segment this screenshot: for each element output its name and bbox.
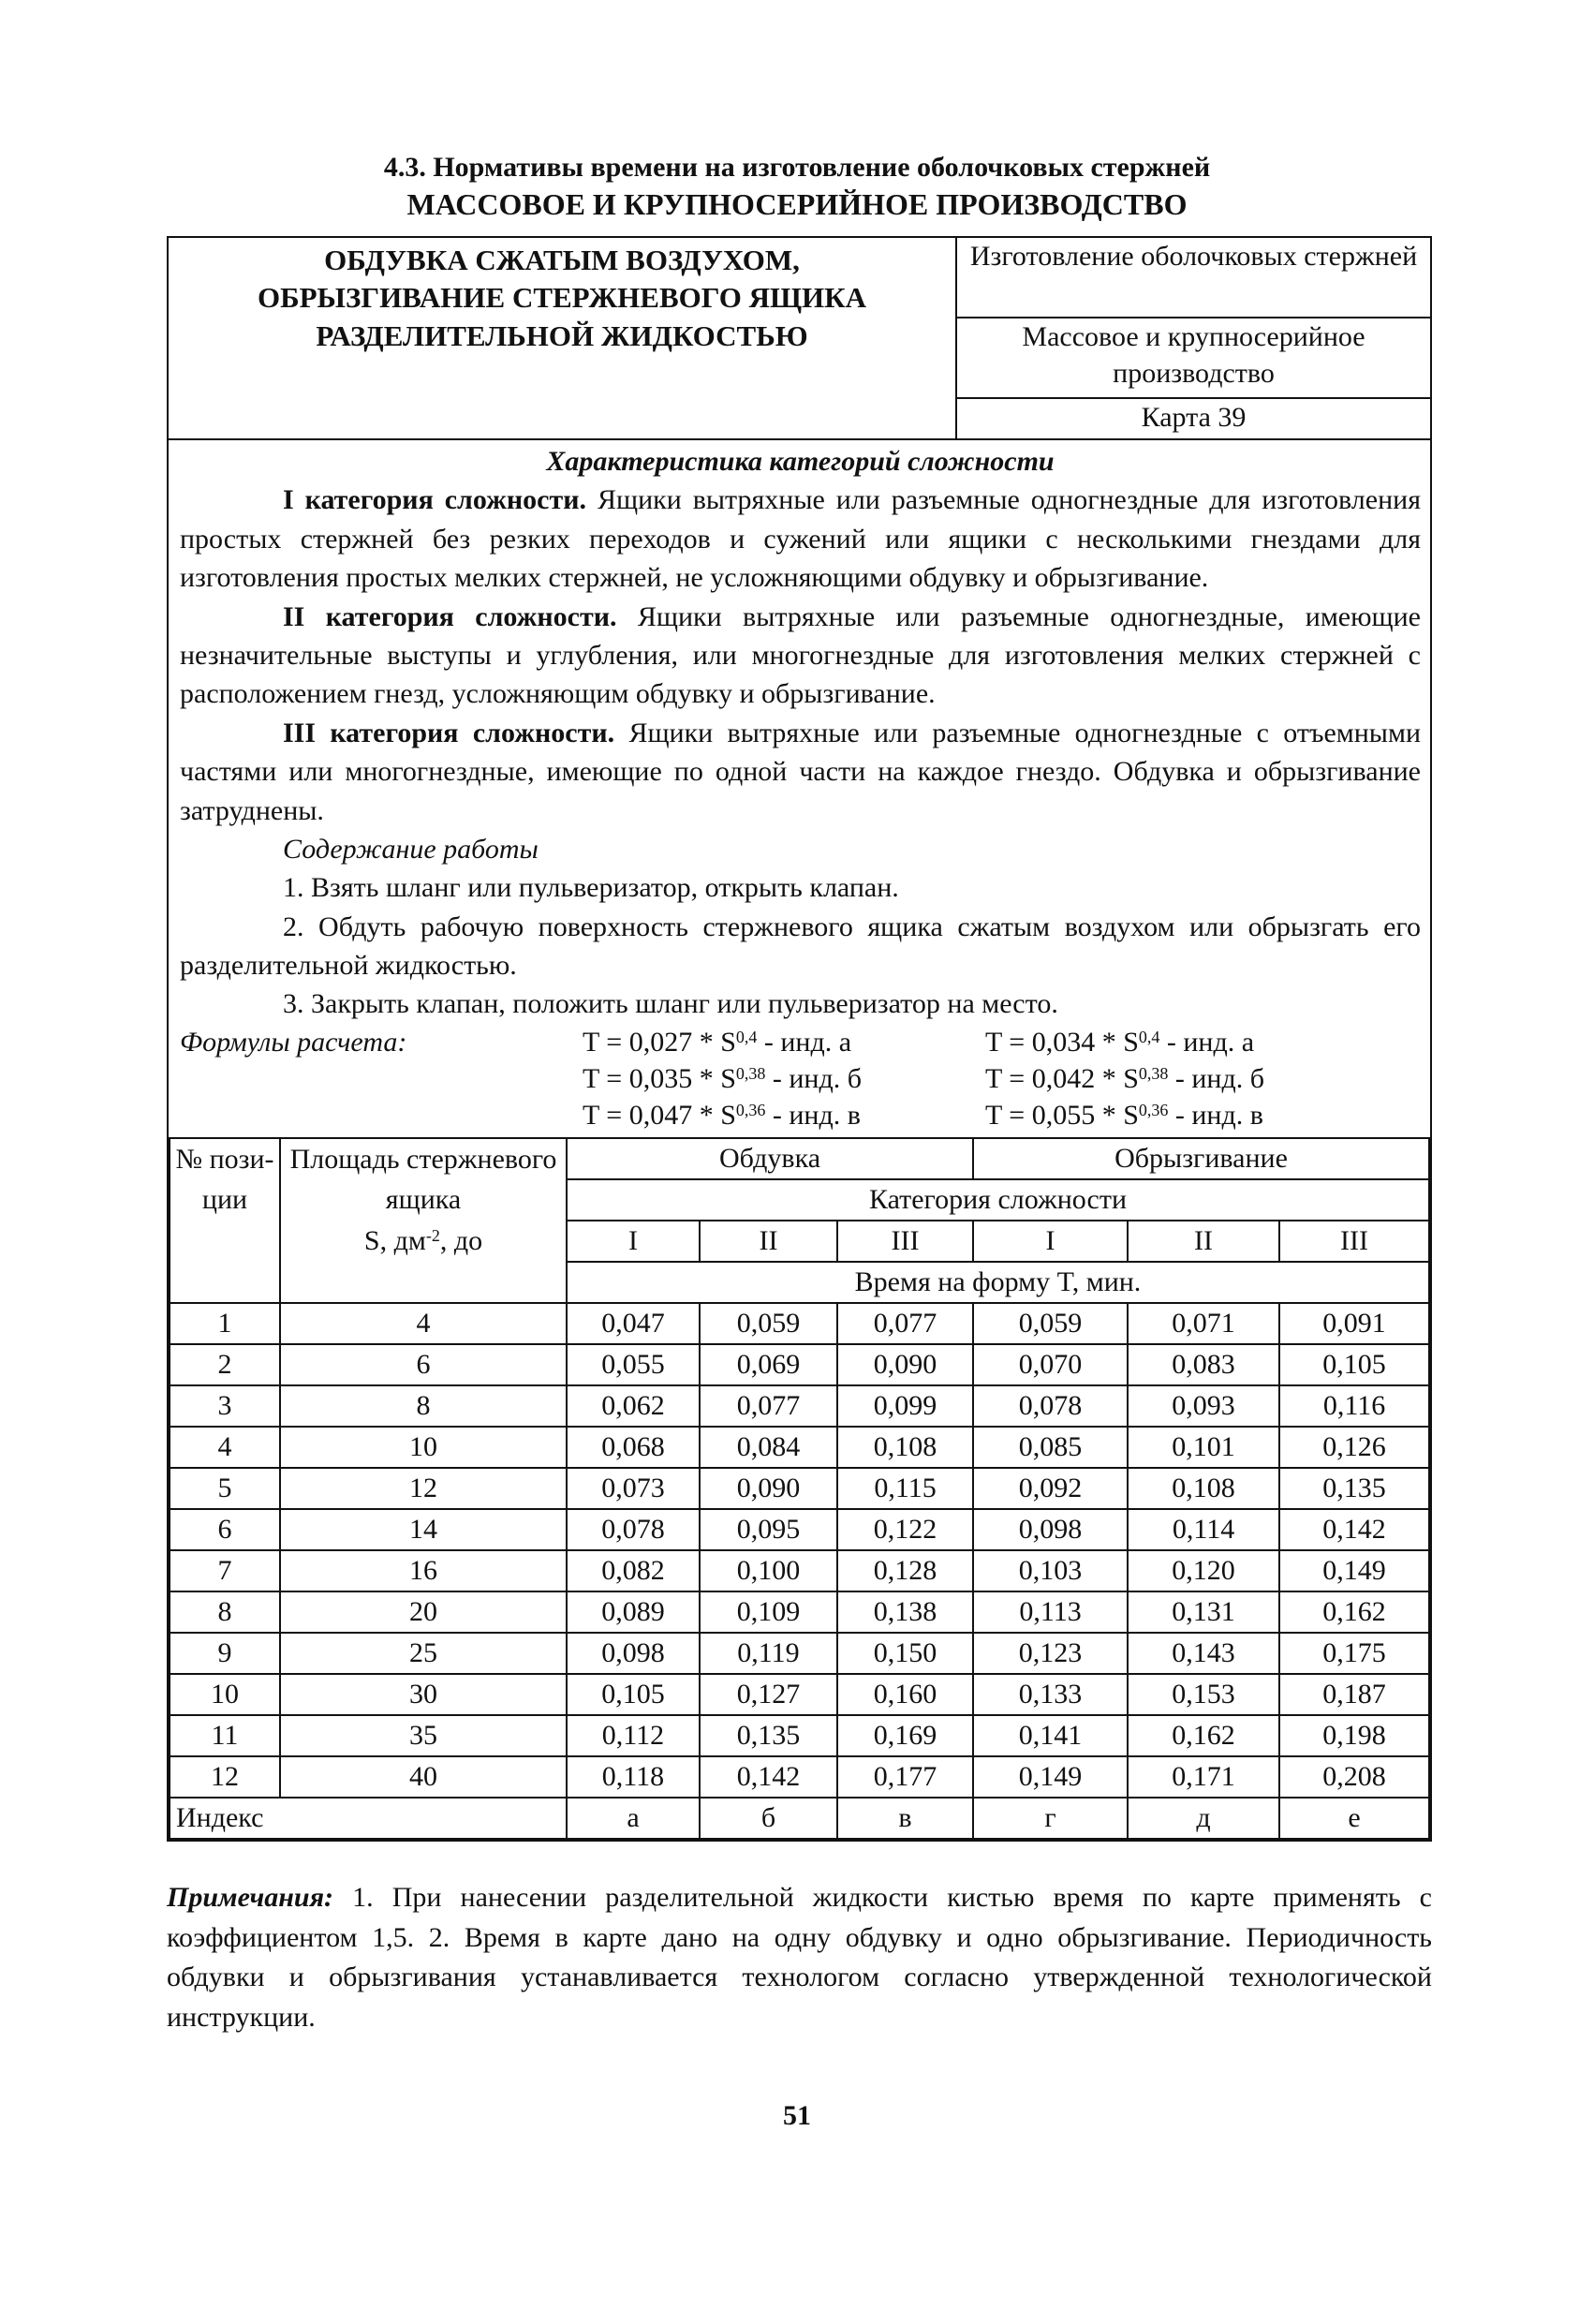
table-row — [170, 1715, 1429, 1756]
area-cell: 12 — [280, 1468, 567, 1509]
table-row — [170, 1674, 1429, 1715]
table-row — [170, 1468, 1429, 1509]
notes-text: 1. При нанесении разделительной жидкости кистью время по карте применять с коэффициентом 1,5. 2. Время в карте дано на одну обдувку и одно обрызгивание. Периодичность обдувки и обрызгивания устанавливается технологом согласно утвержденной технологической инструкции. — [167, 1882, 1432, 2033]
time-cell: 0,120 — [1128, 1550, 1279, 1591]
category-col-header: III — [1279, 1221, 1429, 1262]
time-cell: 0,208 — [1279, 1756, 1429, 1798]
index-cell: б — [700, 1798, 837, 1839]
time-cell: 0,198 — [1279, 1715, 1429, 1756]
category-label: I категория сложности. — [283, 484, 587, 516]
card-header — [169, 238, 1430, 440]
time-cell: 0,160 — [837, 1674, 973, 1715]
formulas-label: Формулы расчета: — [180, 1026, 407, 1058]
norm-card — [167, 236, 1432, 1842]
formula-blow: T = 0,035 * S$^{0,38}$ - инд. б — [583, 1062, 863, 1094]
time-norms-table — [169, 1137, 1430, 1840]
time-cell: 0,142 — [1279, 1509, 1429, 1550]
time-cell: 0,108 — [837, 1427, 973, 1468]
category-text: Ящики вытряхные или разъемные одногнездные с отъемными частями или многогнездные, имеющие по одной части на каждое гнездо. Обдувка и обрызгивание затруднены. — [180, 717, 1422, 826]
time-cell: 0,077 — [837, 1303, 973, 1344]
position-cell: 12 — [170, 1756, 280, 1798]
time-cell: 0,128 — [837, 1550, 973, 1591]
index-label: Индекс — [170, 1798, 567, 1839]
position-cell: 11 — [170, 1715, 280, 1756]
col-area-header: Площадь стержневого ящика S, $дм^{-2}$, до — [280, 1138, 567, 1303]
index-cell: г — [973, 1798, 1128, 1839]
time-cell: 0,083 — [1128, 1344, 1279, 1385]
card-number: Карта 39 — [1141, 402, 1247, 433]
index-cell: д — [1128, 1798, 1279, 1839]
time-cell: 0,084 — [700, 1427, 837, 1468]
time-cell: 0,093 — [1128, 1385, 1279, 1427]
area-cell: 16 — [280, 1550, 567, 1591]
time-cell: 0,143 — [1128, 1633, 1279, 1674]
time-cell: 0,078 — [973, 1385, 1128, 1427]
work-step: 2. Обдуть рабочую поверхность стержневого ящика сжатым воздухом или обрызгать его разделительной жидкостью. — [180, 910, 1421, 982]
category-text: Ящики вытряхные или разъемные одногнездные для изготовления простых стержней без резких переходов и сужений или ящики с несколькими гнездами для изготовления простых мелких стержней, не усложняющими обдувку и обрызгивание. — [180, 484, 1421, 594]
time-cell: 0,098 — [973, 1509, 1128, 1550]
time-cell: 0,090 — [700, 1468, 837, 1509]
time-cell: 0,090 — [837, 1344, 973, 1385]
category-col-header: I — [567, 1221, 700, 1262]
col-position-header: № пози- ции — [170, 1138, 280, 1303]
time-cell: 0,098 — [567, 1633, 700, 1674]
formula-blow: T = 0,027 * S$^{0,4}$ - инд. а — [583, 1026, 852, 1058]
position-cell: 1 — [170, 1303, 280, 1344]
notes-label: Примечания: — [167, 1882, 334, 1913]
category-2 — [180, 598, 1421, 714]
time-cell: 0,071 — [1128, 1303, 1279, 1344]
position-cell: 4 — [170, 1427, 280, 1468]
work-step: 3. Закрыть клапан, положить шланг или пульверизатор на место. — [283, 988, 1058, 1020]
card-text — [169, 440, 1430, 1137]
time-cell: 0,059 — [700, 1303, 837, 1344]
time-cell: 0,059 — [973, 1303, 1128, 1344]
notes — [167, 1878, 1432, 2037]
time-cell: 0,138 — [837, 1591, 973, 1633]
table-row — [170, 1509, 1429, 1550]
table-row — [170, 1756, 1429, 1798]
time-cell: 0,089 — [567, 1591, 700, 1633]
time-cell: 0,113 — [973, 1591, 1128, 1633]
position-cell: 6 — [170, 1509, 280, 1550]
category-label: III категория сложности. — [283, 717, 615, 748]
time-cell: 0,135 — [700, 1715, 837, 1756]
time-cell: 0,142 — [700, 1756, 837, 1798]
position-cell: 2 — [170, 1344, 280, 1385]
area-cell: 14 — [280, 1509, 567, 1550]
time-cell: 0,187 — [1279, 1674, 1429, 1715]
area-cell: 6 — [280, 1344, 567, 1385]
category-label: II категория сложности. — [283, 600, 617, 632]
time-cell: 0,100 — [700, 1550, 837, 1591]
time-cell: 0,115 — [837, 1468, 973, 1509]
characteristics-title: Характеристика категорий сложности — [546, 446, 1055, 477]
area-cell: 8 — [280, 1385, 567, 1427]
time-cell: 0,133 — [973, 1674, 1128, 1715]
time-cell: 0,085 — [973, 1427, 1128, 1468]
area-cell: 25 — [280, 1633, 567, 1674]
time-cell: 0,099 — [837, 1385, 973, 1427]
category-col-header: II — [700, 1221, 837, 1262]
position-cell: 7 — [170, 1550, 280, 1591]
time-cell: 0,055 — [567, 1344, 700, 1385]
time-cell: 0,123 — [973, 1633, 1128, 1674]
work-step: 1. Взять шланг или пульверизатор, открыть клапан. — [283, 872, 899, 904]
time-cell: 0,112 — [567, 1715, 700, 1756]
production-type: Массовое и крупносерийное производство — [957, 318, 1430, 399]
position-cell: 9 — [170, 1633, 280, 1674]
index-cell: е — [1279, 1798, 1429, 1839]
time-cell: 0,127 — [700, 1674, 837, 1715]
table-row — [170, 1550, 1429, 1591]
card-title — [169, 238, 957, 438]
category-text: Ящики вытряхные или разъемные одногнездные, имеющие незначительные выступы и углубления, или многогнездные для изготовления мелких стержней с расположением гнезд, усложняющим обдувку и обрызгивание. — [180, 600, 1421, 710]
position-cell: 10 — [170, 1674, 280, 1715]
time-cell: 0,122 — [837, 1509, 973, 1550]
time-cell: 0,062 — [567, 1385, 700, 1427]
position-cell: 5 — [170, 1468, 280, 1509]
time-cell: 0,171 — [1128, 1756, 1279, 1798]
table-row — [170, 1427, 1429, 1468]
time-cell: 0,131 — [1128, 1591, 1279, 1633]
time-cell: 0,091 — [1279, 1303, 1429, 1344]
formula-spray: T = 0,042 * S$^{0,38}$ - инд. б — [985, 1062, 1265, 1094]
table-row — [170, 1633, 1429, 1674]
area-cell: 40 — [280, 1756, 567, 1798]
time-header: Время на форму T, мин. — [567, 1262, 1429, 1303]
area-cell: 10 — [280, 1427, 567, 1468]
time-cell: 0,141 — [973, 1715, 1128, 1756]
blow-header: Обдувка — [567, 1138, 973, 1179]
time-cell: 0,177 — [837, 1756, 973, 1798]
category-1 — [180, 481, 1421, 597]
time-cell: 0,105 — [1279, 1344, 1429, 1385]
category-header: Категория сложности — [567, 1179, 1429, 1221]
time-cell: 0,082 — [567, 1550, 700, 1591]
time-cell: 0,103 — [973, 1550, 1128, 1591]
time-cell: 0,101 — [1128, 1427, 1279, 1468]
time-cell: 0,116 — [1279, 1385, 1429, 1427]
category-col-header: III — [837, 1221, 973, 1262]
time-cell: 0,073 — [567, 1468, 700, 1509]
formula-spray: T = 0,034 * S$^{0,4}$ - инд. а — [985, 1026, 1255, 1058]
area-cell: 35 — [280, 1715, 567, 1756]
area-cell: 20 — [280, 1591, 567, 1633]
table-row — [170, 1591, 1429, 1633]
category-3 — [180, 714, 1421, 830]
spray-header: Обрызгивание — [973, 1138, 1429, 1179]
time-cell: 0,153 — [1128, 1674, 1279, 1715]
formula-blow: T = 0,047 * S$^{0,36}$ - инд. в — [583, 1099, 861, 1131]
time-cell: 0,068 — [567, 1427, 700, 1468]
table-row — [170, 1344, 1429, 1385]
time-cell: 0,095 — [700, 1509, 837, 1550]
time-cell: 0,070 — [973, 1344, 1128, 1385]
index-row — [170, 1798, 1429, 1839]
production-heading: МАССОВОЕ И КРУПНОСЕРИЙНОЕ ПРОИЗВОДСТВО — [406, 187, 1188, 221]
time-cell: 0,109 — [700, 1591, 837, 1633]
section-heading: 4.3. Нормативы времени на изготовление оболочковых стержней — [383, 152, 1211, 183]
time-cell: 0,077 — [700, 1385, 837, 1427]
time-cell: 0,108 — [1128, 1468, 1279, 1509]
position-cell: 3 — [170, 1385, 280, 1427]
position-cell: 8 — [170, 1591, 280, 1633]
time-cell: 0,118 — [567, 1756, 700, 1798]
index-cell: а — [567, 1798, 700, 1839]
process-name: Изготовление оболочковых стержней — [957, 238, 1430, 318]
card-title-line: ОБДУВКА СЖАТЫМ ВОЗДУХОМ, — [324, 244, 800, 276]
time-cell: 0,135 — [1279, 1468, 1429, 1509]
work-title: Содержание работы — [283, 833, 539, 865]
time-cell: 0,149 — [1279, 1550, 1429, 1591]
table-row — [170, 1385, 1429, 1427]
card-title-line: РАЗДЕЛИТЕЛЬНОЙ ЖИДКОСТЬЮ — [316, 318, 808, 352]
category-col-header: I — [973, 1221, 1128, 1262]
time-cell: 0,114 — [1128, 1509, 1279, 1550]
time-cell: 0,169 — [837, 1715, 973, 1756]
time-cell: 0,162 — [1279, 1591, 1429, 1633]
time-cell: 0,078 — [567, 1509, 700, 1550]
time-cell: 0,069 — [700, 1344, 837, 1385]
formula-spray: T = 0,055 * S$^{0,36}$ - инд. в — [985, 1099, 1263, 1131]
time-cell: 0,175 — [1279, 1633, 1429, 1674]
time-cell: 0,162 — [1128, 1715, 1279, 1756]
time-cell: 0,126 — [1279, 1427, 1429, 1468]
time-cell: 0,149 — [973, 1756, 1128, 1798]
category-col-header: II — [1128, 1221, 1279, 1262]
time-cell: 0,119 — [700, 1633, 837, 1674]
index-cell: в — [837, 1798, 973, 1839]
formulas — [180, 1024, 1421, 1133]
area-cell: 30 — [280, 1674, 567, 1715]
time-cell: 0,047 — [567, 1303, 700, 1344]
table-row — [170, 1303, 1429, 1344]
page-number: 51 — [783, 2100, 811, 2131]
time-cell: 0,150 — [837, 1633, 973, 1674]
area-cell: 4 — [280, 1303, 567, 1344]
time-cell: 0,105 — [567, 1674, 700, 1715]
card-title-line: ОБРЫЗГИВАНИЕ СТЕРЖНЕВОГО ЯЩИКА — [258, 281, 866, 315]
time-cell: 0,092 — [973, 1468, 1128, 1509]
